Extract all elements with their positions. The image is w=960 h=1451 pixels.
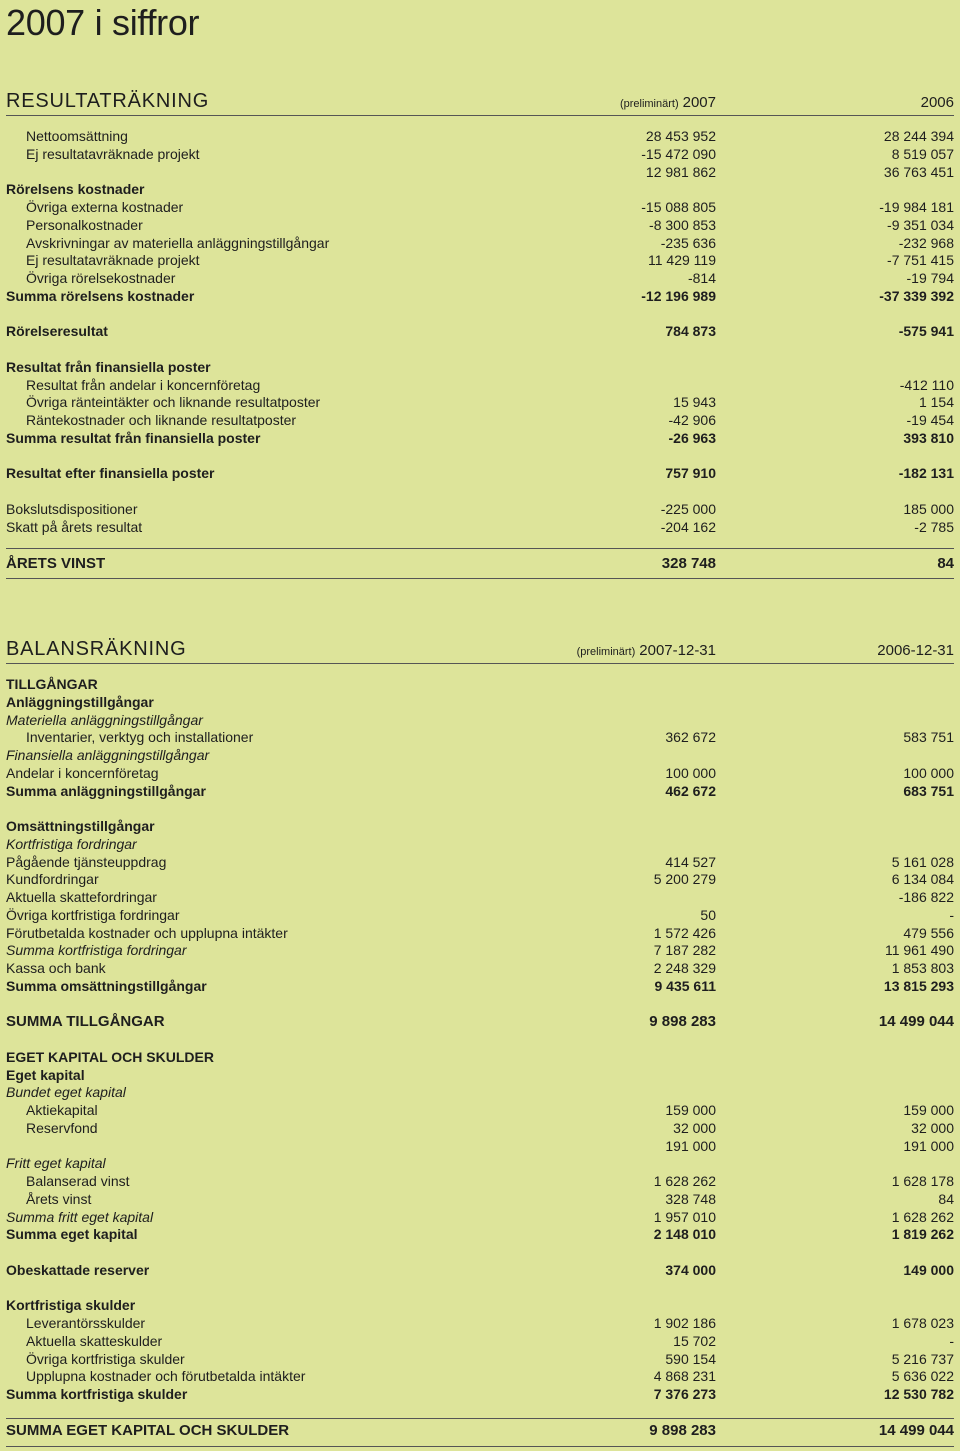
table-row — [6, 783, 954, 801]
balance-col-prefix: (preliminärt) — [576, 646, 636, 658]
row-value-col1: 590 154 — [665, 1350, 716, 1367]
balance-col-2007-header — [577, 642, 716, 659]
table-row — [6, 341, 954, 359]
income-total-top-rule — [6, 548, 954, 549]
table-row — [6, 448, 954, 466]
row-value-col1: 1 902 186 — [653, 1315, 716, 1331]
row-value-2007: 328 748 — [661, 555, 716, 572]
row-value-col1: 11 429 119 — [648, 252, 716, 269]
row-label: Summa omsättningstillgångar — [6, 977, 207, 994]
table-row — [6, 1138, 954, 1156]
row-value-col2: 1 853 803 — [891, 960, 954, 976]
table-row — [6, 978, 954, 996]
row-value-col1: 374 000 — [665, 1261, 716, 1278]
row-value-col2: 8 519 057 — [891, 145, 954, 162]
row-label: Rörelsens kostnader — [6, 181, 145, 198]
row-value-col1: 4 868 231 — [653, 1368, 716, 1385]
table-row — [6, 252, 954, 270]
balance-sheet-header — [6, 639, 954, 664]
row-label: TILLGÅNGAR — [6, 676, 98, 692]
row-value-col2: - — [949, 1332, 954, 1349]
row-value-col1: -12 196 989 — [641, 287, 716, 304]
page-title: 2007 i siffror — [6, 2, 200, 43]
income-statement-header — [6, 91, 954, 116]
row-label: Övriga kortfristiga skulder — [26, 1350, 185, 1367]
row-value-col2: -7 751 415 — [887, 252, 954, 269]
row-value-col2: 13 815 293 — [883, 977, 954, 994]
row-label: Avskrivningar av materiella anläggningstillgångar — [26, 234, 330, 251]
table-row — [6, 181, 954, 199]
row-label: Pågående tjänsteuppdrag — [6, 853, 167, 870]
row-value-col2: -575 941 — [898, 323, 954, 340]
row-value-col2: 11 961 490 — [884, 942, 954, 959]
row-value-col2: -2 785 — [914, 518, 954, 535]
row-value-col1: 9 898 283 — [649, 1013, 716, 1031]
row-value-col1: 100 000 — [665, 764, 716, 781]
balance-col-2006-header: 2006-12-31 — [877, 642, 954, 659]
table-row — [6, 483, 954, 501]
balance-col-2007-label: 2007-12-31 — [639, 642, 716, 659]
row-value-col1: -15 472 090 — [641, 145, 716, 162]
table-row — [6, 996, 954, 1014]
table-row — [6, 942, 954, 960]
row-value-col1: 7 376 273 — [653, 1386, 716, 1402]
row-value-col1: 32 000 — [673, 1119, 716, 1136]
table-row — [6, 747, 954, 765]
row-label: Fritt eget kapital — [6, 1155, 106, 1172]
table-row — [6, 217, 954, 235]
table-row — [6, 1386, 954, 1404]
table-row — [6, 800, 954, 818]
row-value-col2: -232 968 — [898, 234, 954, 251]
row-label: SUMMA TILLGÅNGAR — [6, 1013, 165, 1031]
row-label: Resultat från finansiella poster — [6, 358, 211, 375]
table-row — [6, 1280, 954, 1298]
row-label: Summa anläggningstillgångar — [6, 782, 206, 799]
row-label: Kortfristiga skulder — [6, 1297, 136, 1314]
table-row — [6, 1333, 954, 1351]
row-value-col1: -8 300 853 — [649, 216, 716, 233]
table-row — [6, 1351, 954, 1369]
table-row — [6, 146, 954, 164]
income-statement-rows — [6, 128, 954, 536]
row-label: Kundfordringar — [6, 871, 99, 888]
table-row — [6, 199, 954, 217]
row-value-col1: -235 636 — [660, 234, 716, 251]
table-row — [6, 1049, 954, 1067]
row-value-col2: -19 794 — [906, 270, 954, 286]
row-label: Resultat efter finansiella poster — [6, 465, 215, 482]
row-label: Personalkostnader — [26, 216, 143, 233]
row-label: Övriga ränteintäkter och liknande resultatposter — [26, 394, 321, 411]
table-row — [6, 501, 954, 519]
table-row — [6, 1315, 954, 1333]
balance-sheet-rows — [6, 676, 954, 1404]
row-label: Summa kortfristiga skulder — [6, 1386, 188, 1402]
table-row — [6, 1209, 954, 1227]
row-value-col1: 784 873 — [665, 323, 716, 340]
row-value-col2: 84 — [938, 1190, 954, 1207]
table-row — [6, 306, 954, 324]
row-label: Aktuella skattefordringar — [6, 889, 157, 905]
row-value-col1: -15 088 805 — [641, 199, 716, 215]
table-row — [6, 1120, 954, 1138]
row-value-col1: 159 000 — [665, 1102, 716, 1118]
table-row — [6, 430, 954, 448]
row-label: Årets vinst — [26, 1190, 92, 1207]
row-value-col2: - — [949, 906, 954, 923]
table-row — [6, 818, 954, 836]
table-row — [6, 412, 954, 430]
row-value-col1: 1 628 262 — [653, 1173, 716, 1189]
row-value-col1: 191 000 — [665, 1137, 716, 1154]
row-label: Inventarier, verktyg och installationer — [26, 729, 254, 746]
row-value-col2: 12 530 782 — [883, 1386, 954, 1402]
income-total-bottom-rule — [6, 578, 954, 579]
row-value-col1: 15 702 — [673, 1332, 716, 1349]
income-col-prefix: (preliminärt) — [619, 98, 679, 110]
row-label: Summa fritt eget kapital — [6, 1208, 154, 1225]
table-row — [6, 164, 954, 182]
table-row — [6, 1155, 954, 1173]
row-label: ÅRETS VINST — [6, 555, 106, 572]
table-row — [6, 1067, 954, 1085]
row-label: Omsättningstillgångar — [6, 818, 155, 834]
row-value-col2: -186 822 — [898, 889, 954, 905]
row-value-col2: 1 154 — [918, 394, 954, 411]
row-label: Ej resultatavräknade projekt — [26, 145, 200, 162]
balance-total — [6, 1422, 954, 1440]
row-label: Rörelseresultat — [6, 323, 108, 340]
row-value-col2: 149 000 — [903, 1261, 954, 1278]
table-row — [6, 359, 954, 377]
row-label: Obeskattade reserver — [6, 1261, 150, 1278]
row-label: Summa rörelsens kostnader — [6, 287, 195, 304]
row-value-col1: 1 572 426 — [653, 924, 716, 941]
row-value-col2: 5 161 028 — [891, 853, 954, 870]
row-value-col2: -9 351 034 — [887, 216, 954, 233]
row-value-col1: 5 200 279 — [653, 871, 716, 888]
row-value-col2: -412 110 — [899, 376, 954, 393]
table-row — [6, 729, 954, 747]
row-value-col1: 362 672 — [665, 729, 716, 746]
income-total — [6, 555, 954, 573]
row-label: Finansiella anläggningstillgångar — [6, 747, 210, 763]
table-row — [6, 694, 954, 712]
balance-total-bottom-rule — [6, 1446, 954, 1447]
table-row — [6, 1262, 954, 1280]
row-value-col1: -814 — [687, 270, 716, 286]
row-value-col1: 462 672 — [665, 782, 716, 799]
table-row — [6, 1084, 954, 1102]
row-value-col2: 159 000 — [903, 1102, 954, 1118]
table-row — [6, 1297, 954, 1315]
table-row — [6, 1191, 954, 1209]
table-row — [6, 1226, 954, 1244]
row-value-col2: 36 763 451 — [883, 163, 954, 180]
table-row — [6, 712, 954, 730]
row-value-col2: -19 454 — [906, 412, 954, 428]
row-value-col1: 1 957 010 — [653, 1208, 716, 1225]
row-label: Ej resultatavräknade projekt — [26, 252, 200, 269]
row-label: Nettoomsättning — [26, 128, 128, 144]
row-label: Upplupna kostnader och förutbetalda intäkter — [26, 1368, 306, 1385]
row-value-col1: 28 453 952 — [645, 128, 716, 144]
table-row — [6, 323, 954, 341]
table-row — [6, 377, 954, 395]
income-col-2007-header — [620, 94, 716, 111]
income-total-row — [6, 555, 954, 573]
row-label: Kassa och bank — [6, 960, 106, 976]
row-label: Förutbetalda kostnader och upplupna intäkter — [6, 924, 288, 941]
row-value-col2: -19 984 181 — [879, 199, 954, 215]
row-value-col1: 2 148 010 — [653, 1226, 716, 1243]
income-col-2007-label: 2007 — [682, 94, 716, 111]
row-value-2006: 14 499 044 — [878, 1422, 954, 1439]
row-label: Summa kortfristiga fordringar — [6, 942, 187, 959]
row-value-col2: 5 636 022 — [891, 1368, 954, 1385]
row-value-col1: 2 248 329 — [653, 960, 716, 976]
row-label: Summa eget kapital — [6, 1226, 138, 1243]
table-row — [6, 1244, 954, 1262]
row-value-col2: 1 628 262 — [891, 1208, 954, 1225]
table-row — [6, 394, 954, 412]
table-row — [6, 270, 954, 288]
row-value-col1: -26 963 — [668, 429, 716, 446]
table-row — [6, 1173, 954, 1191]
row-value-col1: 9 435 611 — [654, 977, 716, 994]
table-row — [6, 960, 954, 978]
row-label: Övriga rörelsekostnader — [26, 270, 176, 286]
row-value-col1: 50 — [700, 906, 716, 923]
table-row — [6, 907, 954, 925]
table-row — [6, 288, 954, 306]
row-value-col2: 683 751 — [903, 782, 954, 799]
table-row — [6, 235, 954, 253]
row-value-col2: 185 000 — [903, 500, 954, 517]
row-label: Aktuella skatteskulder — [26, 1332, 163, 1349]
row-value-col2: 6 134 084 — [891, 871, 954, 888]
table-row — [6, 836, 954, 854]
table-row — [6, 1013, 954, 1031]
table-row — [6, 765, 954, 783]
row-value-col2: 191 000 — [903, 1137, 954, 1154]
balance-total-row — [6, 1422, 954, 1440]
row-value-col1: 12 981 862 — [645, 163, 716, 180]
row-value-col2: 583 751 — [903, 729, 954, 746]
row-value-2006: 84 — [937, 555, 954, 572]
row-label: Övriga externa kostnader — [26, 199, 184, 215]
row-label: Bundet eget kapital — [6, 1084, 126, 1101]
row-value-col2: 1 678 023 — [891, 1315, 954, 1331]
row-label: Eget kapital — [6, 1066, 85, 1083]
balance-sheet-title: BALANSRÄKNING — [6, 638, 187, 660]
row-label: EGET KAPITAL OCH SKULDER — [6, 1048, 214, 1065]
row-value-col2: 479 556 — [903, 924, 954, 941]
balance-total-top-rule — [6, 1418, 954, 1419]
table-row — [6, 519, 954, 537]
row-value-col2: 393 810 — [903, 429, 954, 446]
table-row — [6, 854, 954, 872]
row-label: Summa resultat från finansiella poster — [6, 429, 261, 446]
row-value-col2: 32 000 — [911, 1119, 954, 1136]
row-label: Skatt på årets resultat — [6, 518, 143, 535]
table-row — [6, 1102, 954, 1120]
row-label: Reservfond — [26, 1119, 98, 1136]
row-label: Andelar i koncernföretag — [6, 764, 159, 781]
row-label: Övriga kortfristiga fordringar — [6, 906, 180, 923]
row-value-col2: 28 244 394 — [883, 128, 954, 144]
table-row — [6, 676, 954, 694]
row-label: Kortfristiga fordringar — [6, 835, 137, 852]
row-value-col1: 414 527 — [665, 853, 716, 870]
row-value-col1: -225 000 — [660, 500, 716, 517]
row-value-col1: 7 187 282 — [653, 942, 716, 959]
row-value-col1: 757 910 — [665, 465, 716, 482]
row-label: Anläggningstillgångar — [6, 693, 154, 710]
row-value-col2: 1 819 262 — [891, 1226, 954, 1243]
row-value-col2: 100 000 — [903, 764, 954, 781]
row-value-col2: -37 339 392 — [879, 287, 954, 304]
table-row — [6, 465, 954, 483]
row-value-col1: -42 906 — [668, 412, 716, 428]
row-label: SUMMA EGET KAPITAL OCH SKULDER — [6, 1422, 290, 1439]
row-value-col2: 14 499 044 — [878, 1013, 954, 1031]
income-statement-title: RESULTATRÄKNING — [6, 90, 210, 112]
income-col-2006-header: 2006 — [920, 94, 954, 111]
table-row — [6, 1031, 954, 1049]
row-value-col2: 5 216 737 — [891, 1350, 954, 1367]
table-row — [6, 871, 954, 889]
row-value-col1: -204 162 — [660, 518, 716, 535]
row-label: Räntekostnader och liknande resultatposter — [26, 412, 297, 428]
row-label: Resultat från andelar i koncernföretag — [26, 376, 261, 393]
table-row — [6, 1368, 954, 1386]
row-value-2007: 9 898 283 — [649, 1422, 716, 1439]
row-value-col1: 15 943 — [673, 394, 716, 411]
table-row — [6, 128, 954, 146]
row-value-col2: 1 628 178 — [891, 1173, 954, 1189]
row-label: Leverantörsskulder — [26, 1315, 146, 1331]
row-label: Balanserad vinst — [26, 1173, 130, 1189]
row-label: Aktiekapital — [26, 1102, 98, 1118]
row-label: Materiella anläggningstillgångar — [6, 711, 203, 728]
row-label: Bokslutsdispositioner — [6, 500, 138, 517]
table-row — [6, 925, 954, 943]
table-row — [6, 889, 954, 907]
row-value-col1: 328 748 — [665, 1190, 716, 1207]
row-value-col2: -182 131 — [898, 465, 954, 482]
